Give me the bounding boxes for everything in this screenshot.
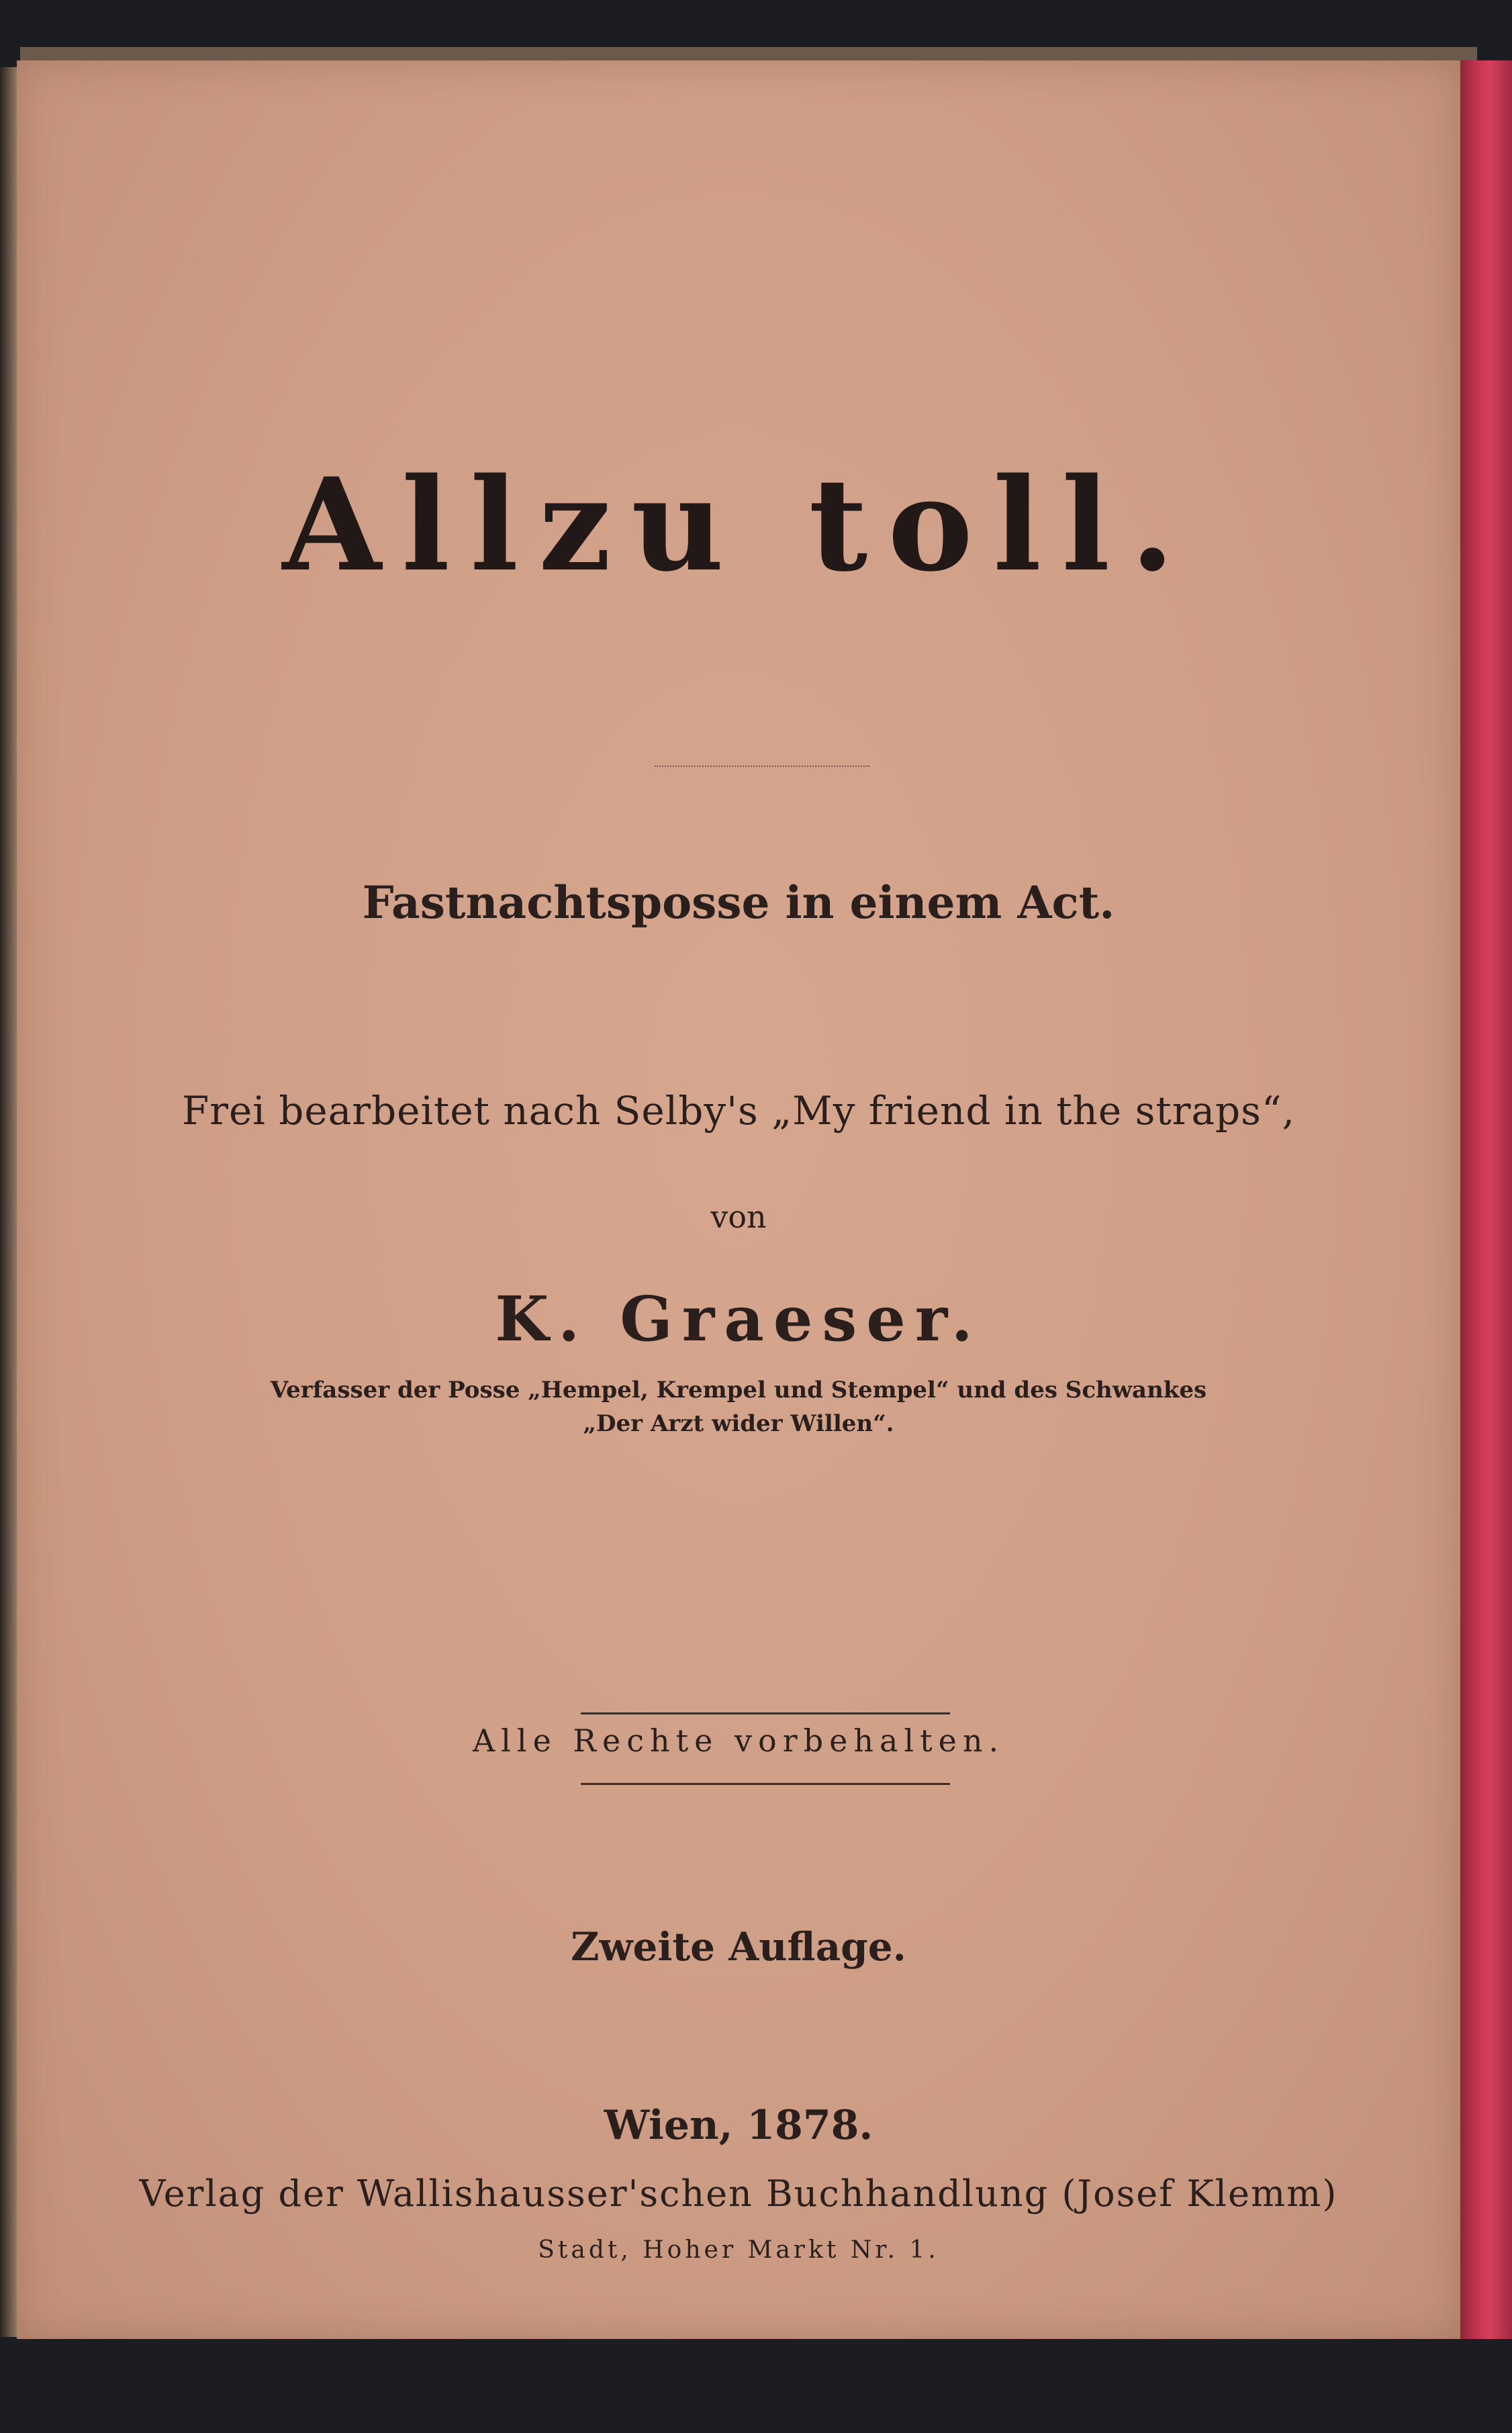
author-note-line-1: Verfasser der Posse „Hempel, Krempel und Stempel“ und des Schwankes <box>270 1377 1207 1404</box>
publisher: Verlag der Wallishausser'schen Buchhandlung (Josef Klemm) <box>139 2172 1338 2215</box>
red-page-edges <box>1458 60 1512 2357</box>
author-name: K. Graeser. <box>495 1283 982 1355</box>
book-cover-bottom <box>0 2339 1512 2433</box>
rights-reserved: Alle Rechte vorbehalten. <box>472 1723 1005 1759</box>
adaptation-note: Frei bearbeitet nach Selby's „My friend in the straps“, <box>181 1088 1295 1134</box>
rights-rule-bottom <box>581 1783 950 1785</box>
author-note-line-2: „Der Arzt wider Willen“. <box>583 1410 894 1437</box>
title-page <box>17 60 1460 2340</box>
by-line: von <box>710 1199 767 1235</box>
book-subtitle: Fastnachtsposse in einem Act. <box>362 876 1115 929</box>
title-divider <box>655 766 869 767</box>
place-and-year: Wien, 1878. <box>604 2102 873 2149</box>
publisher-address: Stadt, Hoher Markt Nr. 1. <box>538 2236 939 2264</box>
book-title: Allzu toll. <box>282 450 1195 600</box>
edition: Zweite Auflage. <box>571 1924 906 1970</box>
rights-rule-top <box>581 1712 950 1714</box>
